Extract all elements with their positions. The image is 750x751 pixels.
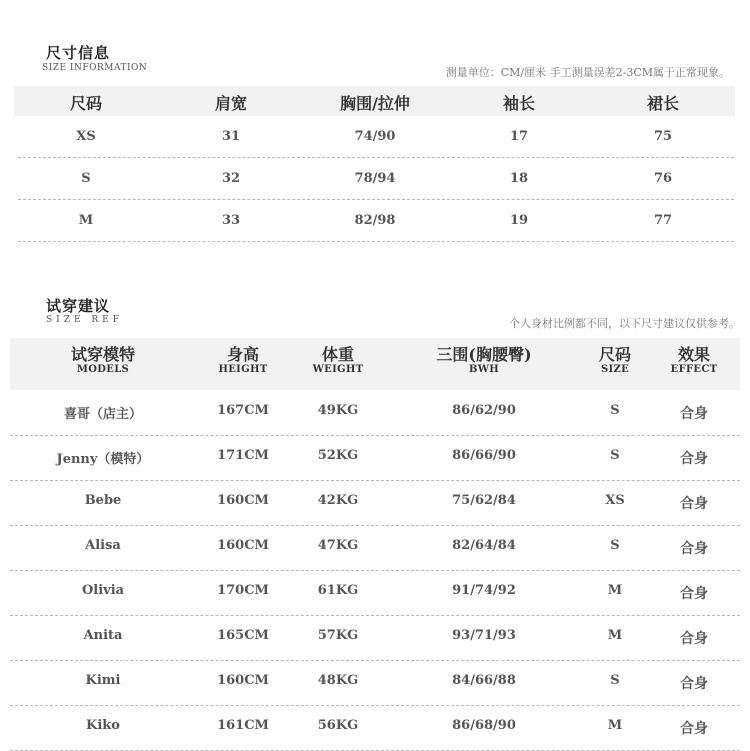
size-section-note: 测量单位：CM/厘米 手工测量误差2-3CM属于正常现象。 <box>445 66 730 79</box>
model-name-cell: Bebe <box>84 493 122 508</box>
row-divider <box>10 480 740 481</box>
size-header-cell: 肩宽 <box>214 94 248 113</box>
table-row <box>0 628 750 647</box>
dress-length-cell: 75 <box>653 129 673 144</box>
row-divider <box>18 241 734 242</box>
size-header-cell: 尺码 <box>69 94 103 113</box>
sleeve-cell: 17 <box>509 129 529 144</box>
model-name-cell: Kimi <box>85 673 121 688</box>
size-cell: M <box>607 628 623 643</box>
weight-cell: 52KG <box>317 448 359 463</box>
bwh-cell: 75/62/84 <box>452 493 516 508</box>
effect-cell: 合身 <box>680 631 708 647</box>
weight-cell: 49KG <box>317 403 359 418</box>
height-cell: 160CM <box>217 493 269 508</box>
height-cell: 160CM <box>217 673 269 688</box>
table-row <box>0 673 750 692</box>
size-cell: S <box>610 673 620 688</box>
size-section-subtitle: SIZE INFORMATION <box>42 63 148 73</box>
model-name-cell: Alisa <box>85 538 121 553</box>
size-cell: M <box>78 213 94 228</box>
size-header-cell: 胸围/拉伸 <box>340 94 410 113</box>
effect-cell: 合身 <box>680 451 708 467</box>
weight-cell: 56KG <box>317 718 359 733</box>
bust-cell: 82/98 <box>354 213 396 228</box>
size-section-title: 尺寸信息 <box>46 44 111 62</box>
sleeve-cell: 18 <box>509 171 529 186</box>
size-cell: S <box>610 403 620 418</box>
bwh-cell: 86/68/90 <box>452 718 516 733</box>
size-cell: XS <box>76 129 96 144</box>
size-cell: M <box>607 718 623 733</box>
table-row <box>0 448 750 467</box>
model-name-cell: Kiko <box>86 718 120 733</box>
model-name-cell: 喜哥（店主） <box>63 407 143 422</box>
bwh-cell: 86/66/90 <box>452 448 516 463</box>
row-divider <box>10 525 740 526</box>
bust-cell: 74/90 <box>354 129 396 144</box>
size-cell: XS <box>605 493 625 508</box>
bwh-cell: 93/71/93 <box>452 628 516 643</box>
shoulder-cell: 32 <box>221 171 241 186</box>
height-cell: 161CM <box>217 718 269 733</box>
effect-cell: 合身 <box>680 721 708 737</box>
shoulder-cell: 33 <box>221 213 241 228</box>
row-divider <box>10 705 740 706</box>
fit-section-title: 试穿建议 <box>46 297 111 315</box>
fit-header-effect: 效果 EFFECT <box>670 345 718 375</box>
weight-cell: 48KG <box>317 673 359 688</box>
weight-cell: 42KG <box>317 493 359 508</box>
table-row <box>0 538 750 557</box>
size-table-header <box>14 86 735 116</box>
height-cell: 170CM <box>217 583 269 598</box>
effect-cell: 合身 <box>680 496 708 512</box>
fit-table-header <box>10 338 740 390</box>
row-divider <box>10 570 740 571</box>
bwh-cell: 84/66/88 <box>452 673 516 688</box>
table-row <box>0 718 750 737</box>
size-cell: M <box>607 583 623 598</box>
table-row <box>0 403 750 422</box>
size-header-cell: 袖长 <box>502 94 536 113</box>
shoulder-cell: 31 <box>221 129 241 144</box>
dress-length-cell: 76 <box>653 171 673 186</box>
size-cell: S <box>610 538 620 553</box>
sleeve-cell: 19 <box>509 213 529 228</box>
bust-cell: 78/94 <box>354 171 396 186</box>
table-row <box>0 171 750 186</box>
fit-header-size: 尺码 SIZE <box>598 345 632 375</box>
size-cell: S <box>81 171 91 186</box>
bwh-cell: 86/62/90 <box>452 403 516 418</box>
table-row <box>0 213 750 228</box>
model-name-cell: Jenny（模特） <box>56 452 150 467</box>
weight-cell: 47KG <box>317 538 359 553</box>
weight-cell: 57KG <box>317 628 359 643</box>
bwh-cell: 91/74/92 <box>452 583 516 598</box>
height-cell: 160CM <box>217 538 269 553</box>
effect-cell: 合身 <box>680 586 708 602</box>
row-divider <box>18 199 734 200</box>
dress-length-cell: 77 <box>653 213 673 228</box>
model-name-cell: Olivia <box>81 583 125 598</box>
table-row <box>0 493 750 512</box>
row-divider <box>10 435 740 436</box>
size-cell: S <box>610 448 620 463</box>
row-divider <box>10 615 740 616</box>
row-divider <box>18 157 734 158</box>
bwh-cell: 82/64/84 <box>452 538 516 553</box>
fit-header-height: 身高 HEIGHT <box>218 345 268 375</box>
fit-section-subtitle: SIZE REF <box>46 315 123 325</box>
size-header-cell: 裙长 <box>646 94 680 113</box>
table-row <box>0 129 750 144</box>
height-cell: 165CM <box>217 628 269 643</box>
row-divider <box>10 660 740 661</box>
effect-cell: 合身 <box>680 541 708 557</box>
fit-header-bwh: 三围(胸腰臀) BWH <box>436 345 532 375</box>
fit-header-models: 试穿模特 MODELS <box>70 345 136 375</box>
weight-cell: 61KG <box>317 583 359 598</box>
effect-cell: 合身 <box>680 406 708 422</box>
height-cell: 167CM <box>217 403 269 418</box>
height-cell: 171CM <box>217 448 269 463</box>
effect-cell: 合身 <box>680 676 708 692</box>
model-name-cell: Anita <box>83 628 123 643</box>
fit-header-weight: 体重 WEIGHT <box>312 345 364 375</box>
table-row <box>0 583 750 602</box>
fit-section-note: 个人身材比例都不同，以下尺寸建议仅供参考。 <box>509 317 740 330</box>
